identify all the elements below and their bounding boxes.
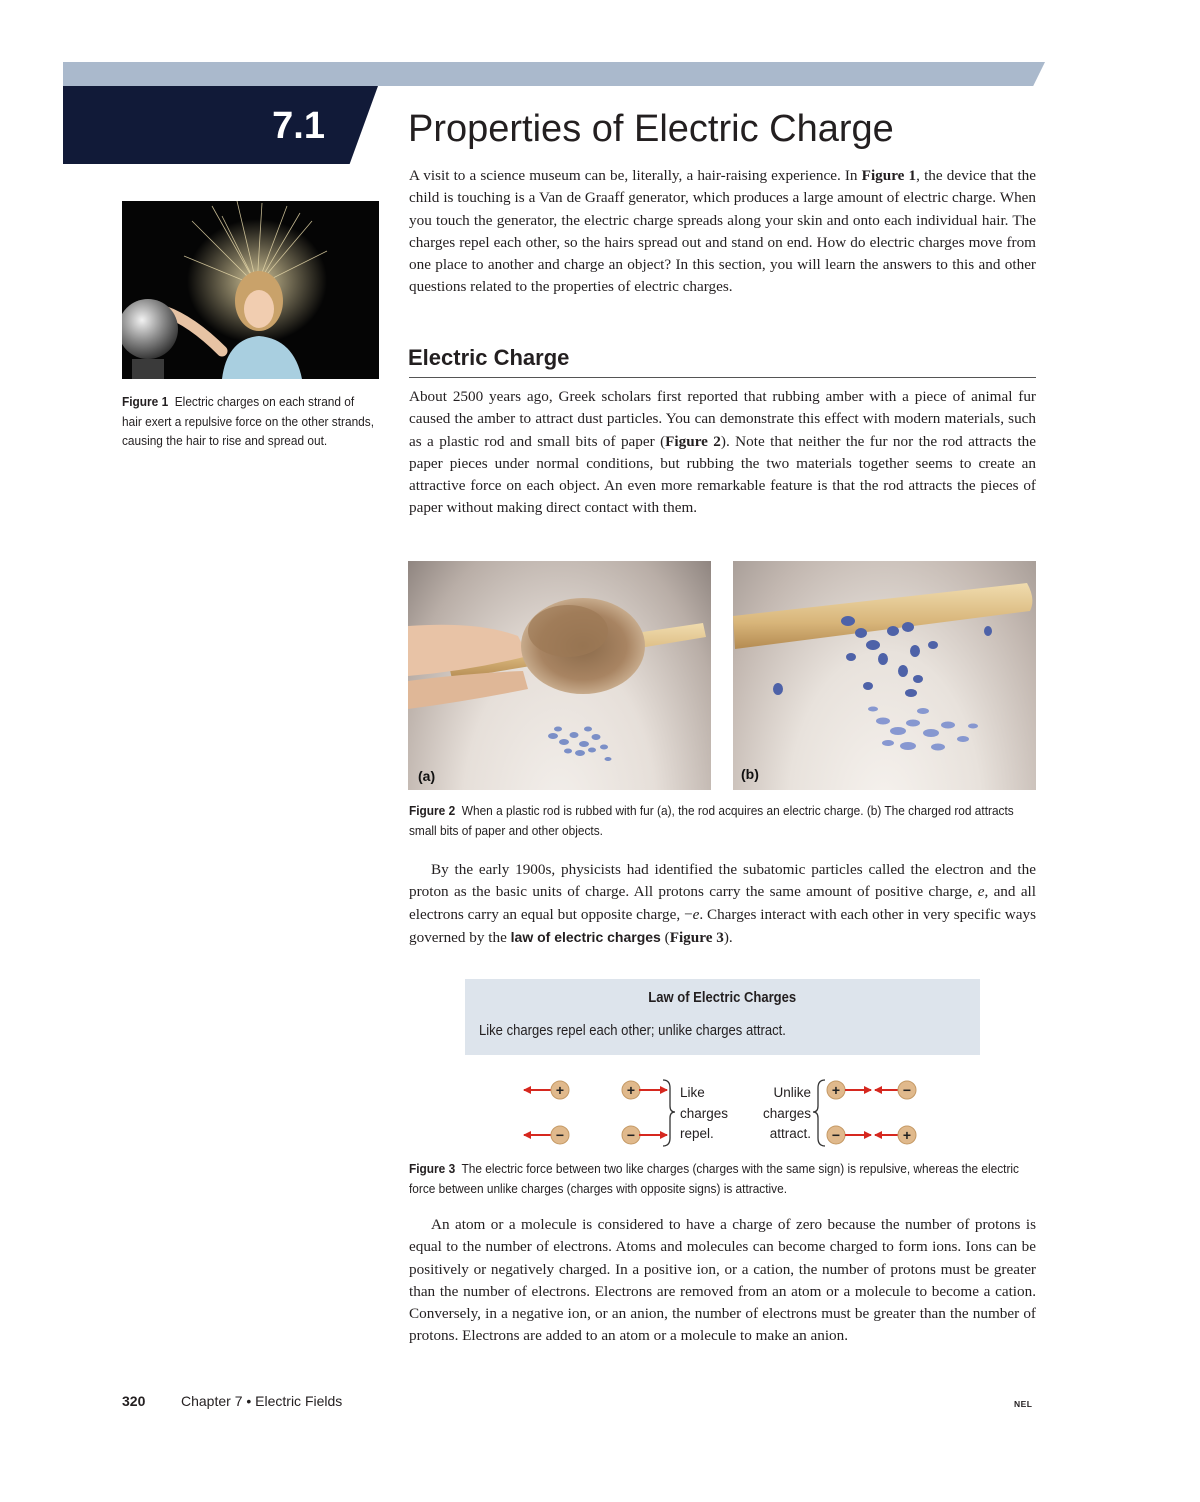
figure-3-caption: Figure 3 The electric force between two like charges (charges with the same sign) is repulsive, whereas the electric force between unlike charges (charges with opposite signs) is attractive. <box>409 1161 1019 1196</box>
section-number: 7.1 <box>272 105 325 147</box>
section-title: Properties of Electric Charge <box>408 108 894 150</box>
figure-1-photo <box>122 201 379 379</box>
unlike-charges-label: Unlike charges attract. <box>762 1085 811 1141</box>
section-tab <box>63 86 378 164</box>
figure-3-diagram <box>515 1074 935 1154</box>
header-band <box>63 62 1045 86</box>
law-box <box>465 979 980 1055</box>
svg-text:−: − <box>831 1127 841 1143</box>
figure-ref: Figure 3 <box>669 928 724 946</box>
svg-text:+: + <box>555 1082 565 1098</box>
figure-1-caption: Figure 1 Electric charges on each strand of hair exert a repulsive force on the other strands, causing the hair to rise and spread out. <box>122 394 375 448</box>
unlike-bracket <box>813 1080 825 1146</box>
figure-2a-photo <box>408 561 711 790</box>
law-text: Like charges repel each other; unlike charges attract. <box>479 1023 786 1039</box>
figure-2b-photo <box>733 561 1036 790</box>
law-title: Law of Electric Charges <box>648 990 797 1006</box>
svg-text:−: − <box>626 1127 636 1143</box>
intro-paragraph: A visit to a science museum can be, literally, a hair-raising experience. In Figure 1, the device that the child is touching is a Van de Graaff generator, which produces a large amount of electric charge. When you touch the generator, the electric charge spreads along your skin and onto each individual hair. The charges repel each other, so the hairs spread out and stand on end. How do electric charges move from one place to another and charge an object? In this section, you will learn the answers to this and other questions related to the properties of electric charges. <box>409 167 1037 296</box>
subheading-electric-charge: Electric Charge <box>408 345 570 370</box>
svg-text:+: + <box>626 1082 636 1098</box>
key-term: law of electric charges <box>510 928 661 945</box>
figure-2-caption: Figure 2 When a plastic rod is rubbed with fur (a), the rod acquires an electric charge. (b) The charged rod attracts small bits of paper and other objects. <box>409 803 1014 838</box>
svg-text:−: − <box>555 1127 565 1143</box>
subheading-rule <box>409 377 1036 378</box>
svg-text:+: + <box>831 1082 841 1098</box>
svg-text:−: − <box>902 1082 912 1098</box>
like-charges-label: Like charges repel. <box>680 1085 729 1141</box>
panel-a-label: (a) <box>418 768 436 784</box>
figure-ref: Figure 2 <box>665 432 721 450</box>
publisher-mark: NEL <box>1014 1399 1033 1409</box>
body-paragraph: By the early 1900s, physicists had identified the subatomic particles called the electron and the proton as the basic units of charge. All protons carry the same amount of positive charge, e, and all electrons carry an equal but opposite charge, −e. Charges interact with each other in very specific ways governed by the law of electric charges (Figure 3). <box>409 861 1036 946</box>
panel-b-label: (b) <box>741 766 759 782</box>
body-paragraph: About 2500 years ago, Greek scholars first reported that rubbing amber with a piece of animal fur caused the amber to attract dust particles. You can demonstrate this effect with modern materials, such as a plastic rod and small bits of paper (Figure 2). Note that neither the fur nor the rod attracts the paper pieces under normal conditions, but rubbing the two materials together seems to create an attractive force on each object. An even more remarkable feature is that the rod attracts the pieces of paper without making direct contact with them. <box>409 388 1036 517</box>
body-paragraph: An atom or a molecule is considered to have a charge of zero because the number of protons is equal to the number of electrons. Atoms and molecules can become charged to form ions. Ions can be positively or negatively charged. In a positive ion, or a cation, the number of protons must be greater than the number of electrons. Electrons are removed from an atom or a molecule to become a cation. Conversely, in a negative ion, or an anion, the number of electrons must be greater than the number of protons. Electrons are added to an atom or a molecule to make an anion. <box>409 1216 1036 1345</box>
figure-ref: Figure 1 <box>861 167 917 184</box>
page-number: 320 <box>122 1393 146 1409</box>
svg-text:+: + <box>902 1127 912 1143</box>
chapter-footer: Chapter 7 • Electric Fields <box>181 1393 343 1409</box>
